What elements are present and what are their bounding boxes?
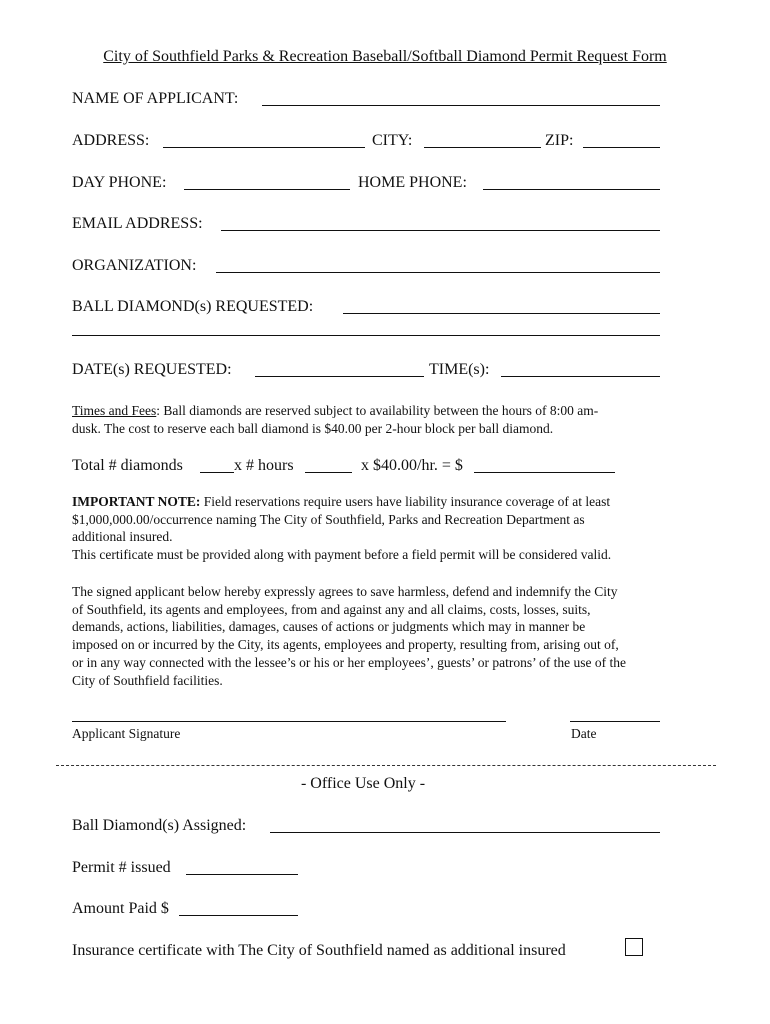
organization-label: ORGANIZATION: — [72, 257, 197, 274]
important-note-line-3: additional insured. — [72, 529, 173, 545]
indemnity-line: or in any way connected with the lessee’s or his or her employees’, guests’ or patrons’ of the use of the — [72, 654, 626, 670]
hours-label: x # hours — [234, 457, 294, 474]
times-fees-text-1: : Ball diamonds are reserved subject to availability between the hours of 8:00 am- — [156, 403, 599, 418]
applicant-signature-label: Applicant Signature — [72, 726, 181, 741]
assigned-label: Ball Diamond(s) Assigned: — [72, 817, 247, 834]
applicant-name-line[interactable] — [262, 105, 660, 106]
office-use-heading: - Office Use Only - — [300, 775, 426, 792]
date-line[interactable] — [570, 721, 660, 722]
indemnity-line: imposed on or incurred by the City, its agents, employees and property, resulting from, arising out of, — [72, 637, 619, 653]
important-note-line-1: Field reservations require users have liability insurance coverage of at least — [200, 494, 611, 509]
hours-line[interactable] — [305, 472, 352, 473]
times-fees-heading: Times and Fees — [72, 403, 157, 418]
city-line[interactable] — [424, 147, 541, 148]
zip-line[interactable] — [583, 147, 660, 148]
home-phone-label: HOME PHONE: — [358, 174, 467, 191]
office-divider — [56, 765, 716, 766]
assigned-line[interactable] — [270, 832, 660, 833]
insurance-checkbox[interactable] — [625, 938, 643, 956]
total-diamonds-line[interactable] — [200, 472, 234, 473]
organization-line[interactable] — [216, 272, 660, 273]
indemnity-line: demands, actions, liabilities, damages, causes of actions or judgments which may in manner be — [72, 619, 586, 635]
permit-label: Permit # issued — [72, 859, 171, 876]
total-diamonds-label: Total # diamonds — [72, 457, 183, 474]
applicant-name-label: NAME OF APPLICANT: — [72, 90, 239, 107]
email-line[interactable] — [221, 230, 660, 231]
amount-paid-label: Amount Paid $ — [72, 900, 169, 917]
insurance-label: Insurance certificate with The City of Southfield named as additional insured — [72, 942, 566, 959]
date-label: Date — [571, 726, 597, 741]
city-label: CITY: — [372, 132, 413, 149]
ball-diamonds-line[interactable] — [343, 313, 660, 314]
indemnity-line: The signed applicant below hereby expressly agrees to save harmless, defend and indemnify the City — [72, 584, 618, 599]
address-line[interactable] — [163, 147, 365, 148]
ball-diamonds-line-2[interactable] — [72, 335, 660, 336]
important-note-paragraph — [72, 493, 702, 564]
applicant-signature-line[interactable] — [72, 721, 506, 722]
dates-line[interactable] — [255, 376, 424, 377]
important-note-line-2: $1,000,000.00/occurrence naming The City of Southfield, Parks and Recreation Department as — [72, 511, 585, 527]
ball-diamonds-label: BALL DIAMOND(s) REQUESTED: — [72, 298, 314, 315]
zip-label: ZIP: — [545, 132, 574, 149]
dates-label: DATE(s) REQUESTED: — [72, 361, 232, 378]
times-fees-text-2: dusk. The cost to reserve each ball diamond is $40.00 per 2-hour block per ball diamond. — [72, 420, 554, 436]
important-note-heading: IMPORTANT NOTE: — [72, 494, 201, 509]
times-label: TIME(s): — [429, 361, 490, 378]
important-note-line-4: This certificate must be provided along with payment before a field permit will be considered valid. — [72, 547, 612, 563]
permit-line[interactable] — [186, 874, 298, 875]
rate-label: x $40.00/hr. = $ — [361, 457, 463, 474]
home-phone-line[interactable] — [483, 189, 660, 190]
times-fees-paragraph — [72, 402, 702, 437]
form-title: City of Southfield Parks & Recreation Baseball/Softball Diamond Permit Request Form — [103, 48, 667, 65]
address-label: ADDRESS: — [72, 132, 150, 149]
amount-paid-line[interactable] — [179, 915, 298, 916]
day-phone-line[interactable] — [184, 189, 350, 190]
email-label: EMAIL ADDRESS: — [72, 215, 203, 232]
total-amount-line[interactable] — [474, 472, 615, 473]
day-phone-label: DAY PHONE: — [72, 174, 167, 191]
indemnity-line: of Southfield, its agents and employees, from and against any and all claims, costs, losses, suits, — [72, 601, 591, 617]
indemnity-paragraph — [72, 583, 702, 689]
indemnity-line: City of Southfield facilities. — [72, 672, 223, 688]
times-line[interactable] — [501, 376, 660, 377]
